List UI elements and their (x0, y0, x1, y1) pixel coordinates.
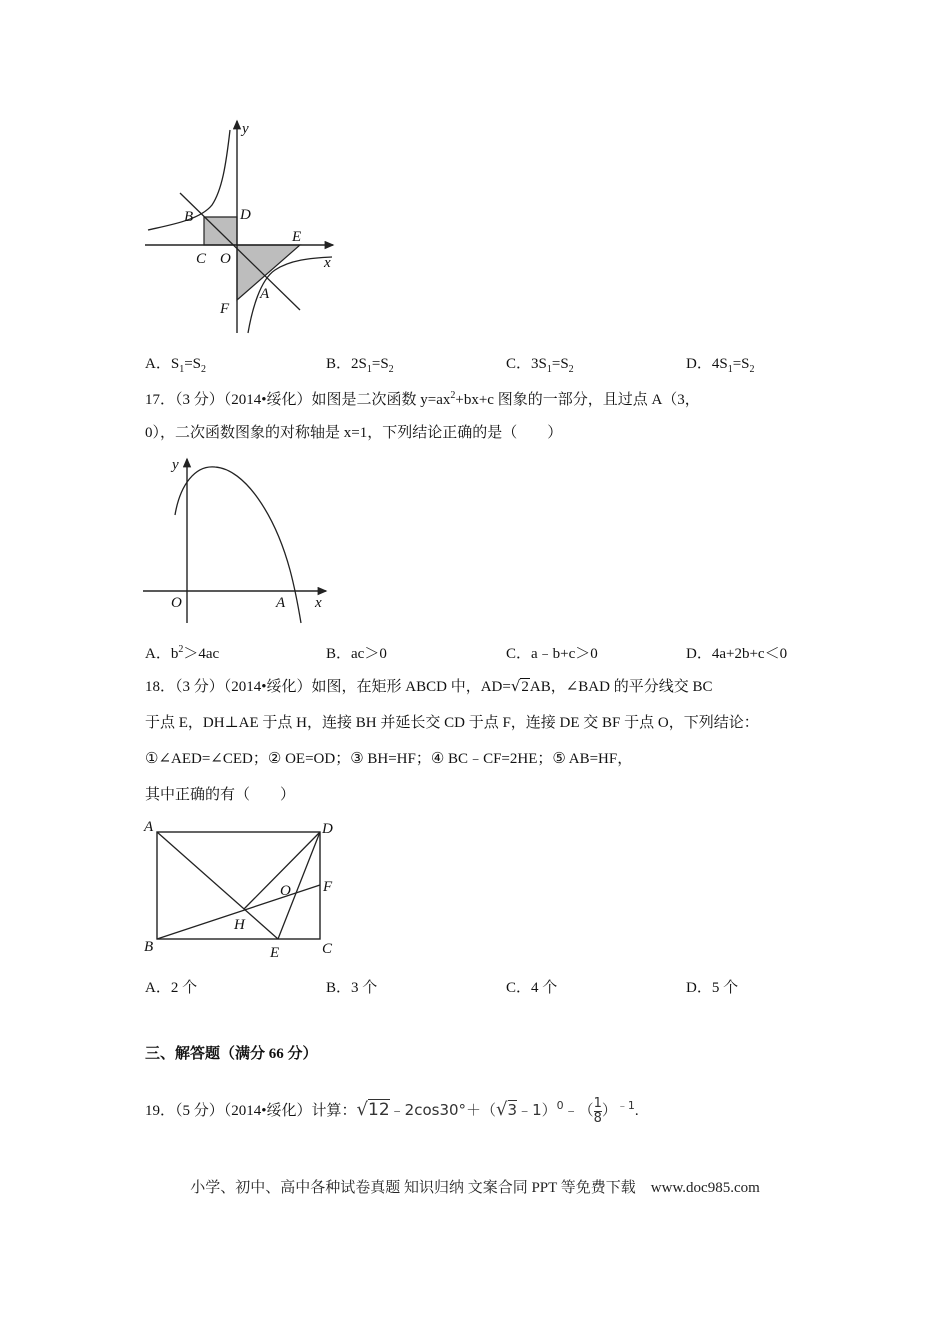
label-o: O (220, 251, 231, 267)
label-a: A (260, 286, 270, 302)
q18-line-2: 于点 E，DH⊥AE 于点 H，连接 BH 并延长交 CD 于点 F，连接 DE 交 BF 于点 O，下列结论： (145, 715, 759, 731)
sqrt-symbol: √ (356, 1099, 369, 1120)
label-o: O (171, 595, 182, 611)
label-o: O (280, 883, 291, 899)
label-h: H (234, 917, 245, 933)
label-x: x (324, 255, 331, 271)
q17-option-d: D．4a+2b+c＜0 (686, 646, 788, 662)
q18-option-a: A．2 个 (145, 980, 198, 996)
q16-option-d: D．$4S_1=S_2$ (686, 356, 755, 375)
label-d: D (322, 821, 333, 837)
q18-option-d: D．5 个 (686, 980, 739, 996)
q18-figure (140, 815, 345, 965)
q18-line-3: ①∠AED=∠CED；② OE=OD；③ BH=HF；④ BC﹣CF=2HE；⑤ AB=HF， (145, 751, 633, 767)
q17-option-c: C．a﹣b+c＞0 (506, 646, 598, 662)
label-a: A (144, 819, 154, 835)
label-e: E (292, 229, 302, 245)
q17-figure (140, 455, 340, 625)
q18-line-4: 其中正确的有（ ） (145, 787, 296, 803)
q17-line-2: 0），二次函数图象的对称轴是 x=1，下列结论正确的是（ ） (145, 425, 563, 441)
q16-figure (140, 115, 345, 340)
label-f: F (323, 879, 333, 895)
label-y: y (242, 121, 249, 137)
q18-option-b: B．3 个 (326, 980, 378, 996)
label-f: F (220, 301, 230, 317)
q17-option-a: A．$b^2>4ac$ (145, 644, 220, 662)
label-e: E (270, 945, 280, 961)
q19-line: 19．（5 分）（2014•绥化）计算：√12﹣2cos30°＋（√3﹣1）$^0$﹣（ $\frac{1}{8}$ ）$^{﹣1}$. (145, 1096, 639, 1127)
label-b: B (144, 939, 154, 955)
label-b: B (184, 209, 194, 225)
label-y: y (172, 457, 179, 473)
q18-option-c: C．4 个 (506, 980, 558, 996)
fraction: $\frac{1}{8}$ (593, 1096, 602, 1127)
label-c: C (196, 251, 207, 267)
q16-option-c: C．$3S_1=S_2$ (506, 356, 574, 375)
label-a: A (276, 595, 286, 611)
q17-line-1: 17．（3 分）（2014•绥化）如图是二次函数 $y=ax^2+bx+c$ 图象的一部分，且过点 A（3， (145, 390, 700, 408)
q18-line-1: 18．（3 分）（2014•绥化）如图，在矩形 ABCD 中，AD=√2AB，∠BAD 的平分线交 BC (145, 677, 713, 695)
q16-option-b: B．$2S_1=S_2$ (326, 356, 394, 375)
sqrt-symbol: √ (496, 1099, 508, 1120)
q17-option-b: B．ac＞0 (326, 646, 387, 662)
sqrt-symbol: √ (510, 677, 521, 695)
q16-option-a: A．$S_1=S_2$ (145, 356, 206, 375)
label-x: x (315, 595, 322, 611)
page-footer: 小学、初中、高中各种试卷真题 知识归纳 文案合同 PPT 等免费下载 www.doc985.com (190, 1180, 760, 1196)
section-heading: 三、解答题（满分 66 分） (145, 1046, 318, 1062)
label-d: D (240, 207, 251, 223)
segment-ae (157, 832, 278, 939)
label-c: C (322, 941, 333, 957)
